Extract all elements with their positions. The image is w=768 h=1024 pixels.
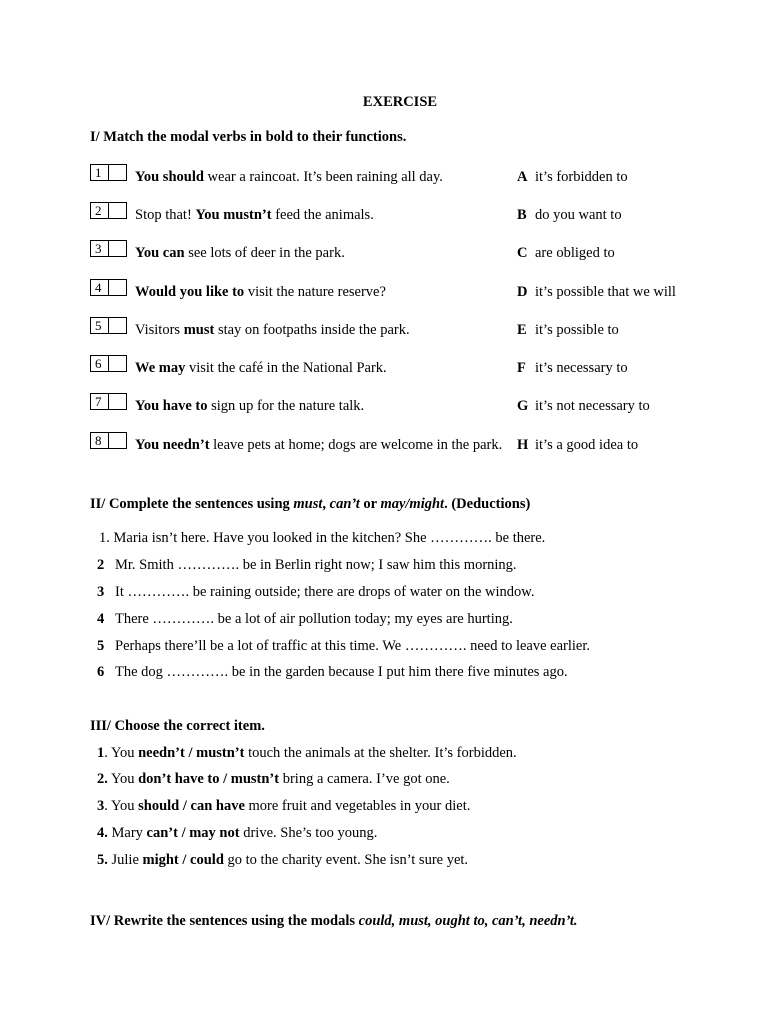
- function-text: are obliged to: [535, 245, 615, 261]
- list-item: [97, 798, 470, 815]
- match-item: [135, 207, 374, 224]
- modal-bold: We may: [135, 360, 186, 376]
- item-number: 5.: [97, 852, 108, 868]
- function-letter: A: [517, 169, 528, 185]
- item-number: 7: [95, 394, 102, 409]
- section2-heading: [90, 496, 530, 513]
- function-letter: H: [517, 437, 529, 453]
- modal-bold: must: [183, 322, 215, 338]
- item-number: 4: [97, 611, 105, 627]
- item-text: see lots of deer in the park.: [184, 245, 345, 261]
- answer-box[interactable]: [90, 279, 126, 296]
- function-letter: F: [517, 360, 526, 376]
- function-text: it’s not necessary to: [535, 398, 650, 414]
- function-letter: D: [517, 284, 528, 300]
- item-number: 6: [95, 356, 102, 371]
- item-number: 3: [97, 584, 105, 600]
- item-text: You: [107, 745, 139, 761]
- modal-bold: You can: [135, 245, 185, 261]
- item-text: visit the café in the National Park.: [185, 360, 387, 376]
- item-text: wear a raincoat. It’s been raining all day.: [203, 169, 443, 185]
- choice-options: should / can have: [138, 798, 245, 814]
- match-item: [135, 284, 386, 301]
- function-letter: G: [517, 398, 529, 414]
- function-letter: B: [517, 207, 527, 223]
- item-text: .: [104, 798, 108, 814]
- item-number: 2: [95, 203, 102, 218]
- function-text: it’s forbidden to: [535, 169, 628, 185]
- item-text: Visitors: [135, 322, 184, 338]
- choice-options: needn’t / mustn’t: [138, 745, 245, 761]
- match-item: [135, 437, 502, 454]
- choice-options: can’t / may not: [146, 825, 240, 841]
- item-number: 4: [95, 280, 102, 295]
- item-text: more fruit and vegetables in your diet.: [244, 798, 471, 814]
- heading-text: IV/ Rewrite the sentences using the modals: [90, 913, 359, 929]
- function-text: it’s necessary to: [535, 360, 628, 376]
- page-title: EXERCISE: [362, 94, 438, 110]
- modal-bold: You have to: [135, 398, 208, 414]
- item-text: bring a camera. I’ve got one.: [279, 771, 450, 787]
- section4-heading: [90, 913, 578, 930]
- match-item: [135, 322, 410, 339]
- list-item: [97, 611, 513, 628]
- section1-heading: I/ Match the modal verbs in bold to their functions.: [90, 129, 407, 145]
- item-text: .: [104, 745, 108, 761]
- choice-options: don’t have to / mustn’t: [138, 771, 280, 787]
- function-text: it’s possible to: [535, 322, 619, 338]
- answer-box[interactable]: [90, 355, 126, 372]
- heading-modal: may/might: [380, 496, 445, 512]
- item-number: 2.: [97, 771, 108, 787]
- answer-box[interactable]: [90, 317, 126, 334]
- function-text: it’s possible that we will: [535, 284, 676, 300]
- list-item: [97, 664, 568, 681]
- item-text: touch the animals at the shelter. It’s forbidden.: [244, 745, 517, 761]
- item-number: 5: [95, 318, 102, 333]
- function-text: do you want to: [535, 207, 622, 223]
- item-text: There …………. be a lot of air pollution today; my eyes are hurting.: [115, 611, 513, 627]
- item-text: Julie: [107, 852, 143, 868]
- heading-modal: can’t: [329, 496, 360, 512]
- function-letter: C: [517, 245, 528, 261]
- item-number: 4.: [97, 825, 108, 841]
- item-number: 3: [95, 241, 102, 256]
- item-number: 1.: [99, 530, 110, 546]
- modal-bold: You needn’t: [135, 437, 210, 453]
- answer-box[interactable]: [90, 240, 126, 257]
- answer-box[interactable]: [90, 202, 126, 219]
- list-item: [97, 638, 591, 655]
- item-text: It …………. be raining outside; there are drops of water on the window.: [115, 584, 535, 600]
- heading-text: or: [359, 496, 381, 512]
- list-item: [99, 530, 545, 547]
- item-text: visit the nature reserve?: [244, 284, 386, 300]
- modal-bold: You should: [135, 169, 204, 185]
- item-text: You: [107, 798, 139, 814]
- item-number: 3: [97, 798, 105, 814]
- modal-bold: You mustn’t: [195, 207, 272, 223]
- item-text: drive. She’s too young.: [239, 825, 378, 841]
- answer-box[interactable]: [90, 432, 126, 449]
- heading-text: II/ Complete the sentences using: [90, 496, 294, 512]
- heading-text: ,: [322, 496, 330, 512]
- item-number: 1: [95, 165, 102, 180]
- list-item: [97, 852, 468, 869]
- match-item: [135, 169, 443, 186]
- item-text: go to the charity event. She isn’t sure yet.: [223, 852, 469, 868]
- heading-modals: could, must, ought to, can’t, needn’t.: [358, 913, 578, 929]
- item-number: 5: [97, 638, 105, 654]
- item-text: Maria isn’t here. Have you looked in the kitchen? She …………. be there.: [113, 530, 546, 546]
- item-text: stay on footpaths inside the park.: [214, 322, 410, 338]
- item-number: 6: [97, 664, 105, 680]
- modal-bold: Would you like to: [135, 284, 245, 300]
- heading-modal: must: [293, 496, 323, 512]
- match-item: [135, 398, 364, 415]
- function-text: it’s a good idea to: [535, 437, 639, 453]
- match-item: [135, 245, 345, 262]
- answer-box[interactable]: [90, 164, 126, 181]
- heading-text: . (Deductions): [444, 496, 531, 512]
- match-item: [135, 360, 387, 377]
- item-text: Perhaps there’ll be a lot of traffic at this time. We …………. need to leave earlier.: [115, 638, 591, 654]
- function-letter: E: [517, 322, 527, 338]
- item-text: Stop that!: [135, 207, 196, 223]
- choice-options: might / could: [142, 852, 224, 868]
- section3-heading: III/ Choose the correct item.: [90, 718, 265, 734]
- list-item: [97, 771, 450, 788]
- item-number: 1: [97, 745, 105, 761]
- item-text: Mary: [107, 825, 147, 841]
- item-text: sign up for the nature talk.: [207, 398, 365, 414]
- item-number: 8: [95, 433, 102, 448]
- item-text: You: [107, 771, 139, 787]
- item-text: feed the animals.: [271, 207, 374, 223]
- item-text: leave pets at home; dogs are welcome in the park.: [209, 437, 503, 453]
- answer-box[interactable]: [90, 393, 126, 410]
- list-item: [97, 584, 535, 601]
- item-text: Mr. Smith …………. be in Berlin right now; I saw him this morning.: [115, 557, 517, 573]
- item-number: 2: [97, 557, 105, 573]
- list-item: [97, 557, 517, 574]
- list-item: [97, 825, 377, 842]
- list-item: [97, 745, 517, 762]
- item-text: The dog …………. be in the garden because I put him there five minutes ago.: [115, 664, 568, 680]
